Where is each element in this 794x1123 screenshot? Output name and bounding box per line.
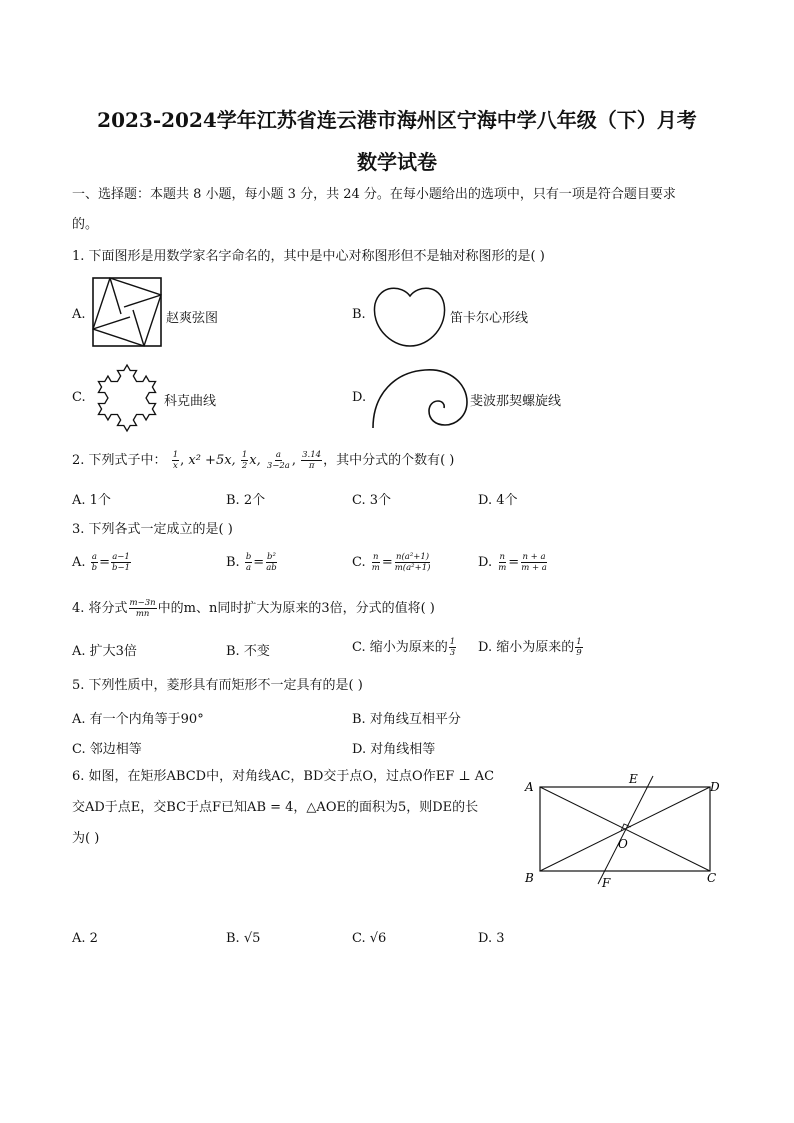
q6-stem-line1: 6. 如图，在矩形ABCD中，对角线AC，BD交于点O，过点O作EF ⊥ AC (72, 769, 495, 784)
q4-option-a: A. 扩大3倍 (72, 644, 137, 659)
label-e: E (629, 772, 638, 786)
label-c: C (707, 871, 717, 885)
label-a: A (525, 780, 534, 794)
q2-stem-prefix: 2. 下列式子中： (72, 453, 167, 468)
label-b: B (525, 871, 534, 885)
q2-expr-3: $\frac{1}{2}$ (241, 450, 248, 471)
q1-option-c-letter: C. (72, 390, 86, 405)
q1-option-d-letter: D. (352, 390, 367, 405)
q6-option-d: D. 3 (478, 931, 505, 946)
q4-option-c: C. 缩小为原来的 $\frac{1}{3}$ (352, 637, 456, 658)
q2-expr-1: $\frac{1}{x}$ (172, 450, 179, 471)
q3-stem: 3. 下列各式一定成立的是( ) (72, 522, 233, 537)
q1-option-b-letter: B. (352, 307, 366, 322)
line-ef (598, 776, 653, 884)
q4-option-b: B. 不变 (226, 644, 270, 659)
q2-option-d: D. 4个 (478, 493, 518, 508)
q3-option-c: C. $\frac{n}{m}$ = $\frac{\text{n(a²+1)}}{\text{m(a²+1)}}$ (352, 552, 431, 573)
q1-stem: 1. 下面图形是用数学家名字命名的，其中是中心对称图形但不是轴对称图形的是( ) (72, 249, 545, 264)
fibonacci-spiral-icon (370, 364, 470, 432)
q1-option-c-label: 科克曲线 (164, 394, 217, 409)
q3-option-b: B. $\frac{b}{a}$ = $\frac{\text{b²}}{ab}$ (226, 552, 277, 573)
q6-option-c: C. √6 (352, 931, 387, 946)
q4-option-d: D. 缩小为原来的 $\frac{1}{9}$ (478, 637, 582, 658)
q3-option-d: D. $\frac{n}{m}$ = $\frac{n + a}{m + a}$ (478, 552, 547, 573)
label-f: F (602, 876, 611, 890)
q5-option-a: A. 有一个内角等于90° (72, 712, 204, 727)
label-d: D (710, 780, 720, 794)
q5-option-b: B. 对角线互相平分 (352, 712, 461, 727)
q5-option-d: D. 对角线相等 (352, 742, 436, 757)
section-heading: 一、选择题：本题共 8 小题，每小题 3 分，共 24 分。在每小题给出的选项中，只有一项是符合题目要求 (72, 187, 676, 202)
q6-option-a: A. 2 (72, 931, 98, 946)
q1-option-d-label: 斐波那契螺旋线 (470, 394, 562, 409)
koch-snowflake-icon (91, 358, 163, 436)
q2-expr-4: $\frac{a}{3-2a}$ (266, 450, 290, 471)
q5-stem: 5. 下列性质中，菱形具有而矩形不一定具有的是( ) (72, 678, 363, 693)
q2-option-c: C. 3个 (352, 493, 392, 508)
q6-stem-line2: 交AD于点E，交BC于点F已知AB = 4，△AOE的面积为5，则DE的长 (72, 800, 479, 815)
q1-option-b-label: 笛卡尔心形线 (450, 311, 529, 326)
q4-stem: 4. 将分式 $\frac{m-3n}{mn}$ 中的m、n同时扩大为原来的3倍，分式的值将( ) (72, 598, 435, 619)
exam-title-line2: 数学试卷 (357, 150, 437, 174)
q2-option-b: B. 2个 (226, 493, 266, 508)
q4-fraction: $\frac{m-3n}{mn}$ (129, 598, 156, 619)
q1-option-a-letter: A. (72, 307, 86, 322)
q2-stem: 2. 下列式子中： $\frac{1}{x}$ , x² +5x, $\frac{1}{2}$ x, $\frac{a}{3-2a}$ , $\frac{3.14}{\pi}$ ，其中分式的个数有( ) (72, 450, 455, 471)
q3-option-a: A. $\frac{a}{b}$ = $\frac{a-1}{b-1}$ (72, 552, 131, 573)
exam-title-line1: 2023-2024学年江苏省连云港市海州区宁海中学八年级（下）月考 (97, 108, 697, 132)
rectangle-figure (520, 770, 730, 892)
q2-expr-5: $\frac{3.14}{\pi}$ (302, 450, 322, 471)
zhaoshuang-diagram-icon (91, 276, 163, 348)
q5-option-c: C. 邻边相等 (72, 742, 142, 757)
q2-expr-2: x² +5x, (188, 453, 236, 468)
cardioid-icon (372, 282, 448, 348)
label-o: O (618, 837, 628, 851)
section-heading-cont: 的。 (72, 217, 99, 232)
q2-stem-suffix: ，其中分式的个数有( ) (323, 453, 455, 468)
q2-option-a: A. 1个 (72, 493, 111, 508)
q6-option-b: B. √5 (226, 931, 261, 946)
q6-stem-line3: 为( ) (72, 831, 100, 846)
q1-option-a-label: 赵爽弦图 (166, 311, 219, 326)
